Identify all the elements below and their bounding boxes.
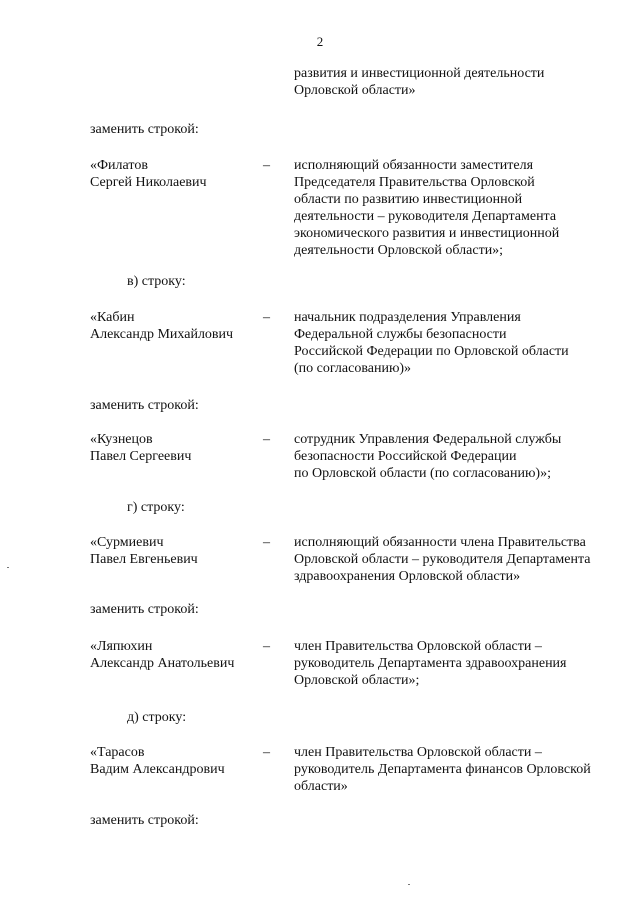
position-line: Орловской области – руководителя Департамента bbox=[294, 552, 591, 567]
member-name bbox=[90, 157, 260, 191]
sub-item-g-label: г) строку: bbox=[127, 500, 185, 515]
position-line: по Орловской области (по согласованию)»; bbox=[294, 466, 551, 481]
replace-with-label: заменить строкой: bbox=[90, 602, 199, 617]
dash: – bbox=[263, 310, 270, 325]
position-line: руководитель Департамента здравоохранения bbox=[294, 656, 567, 671]
member-position bbox=[294, 157, 601, 259]
member-name bbox=[90, 309, 260, 343]
position-line: сотрудник Управления Федеральной службы bbox=[294, 432, 562, 447]
sub-item-v-label: в) строку: bbox=[127, 274, 186, 289]
dash: – bbox=[263, 432, 270, 447]
surname: «Кузнецов bbox=[90, 432, 153, 447]
position-line: Председателя Правительства Орловской bbox=[294, 175, 535, 190]
scan-speck bbox=[7, 567, 9, 568]
position-line: деятельности Орловской области»; bbox=[294, 243, 504, 258]
replace-with-label: заменить строкой: bbox=[90, 122, 199, 137]
position-line: безопасности Российской Федерации bbox=[294, 449, 517, 464]
given-names: Александр Михайлович bbox=[90, 327, 234, 342]
surname: «Ляпюхин bbox=[90, 639, 153, 654]
position-line: области» bbox=[294, 779, 348, 794]
given-names: Павел Сергеевич bbox=[90, 449, 192, 464]
member-name bbox=[90, 744, 260, 778]
position-line: член Правительства Орловской области – bbox=[294, 745, 542, 760]
position-line: деятельности – руководителя Департамента bbox=[294, 209, 557, 224]
scan-speck bbox=[408, 884, 410, 885]
surname: «Тарасов bbox=[90, 745, 145, 760]
position-line: член Правительства Орловской области – bbox=[294, 639, 542, 654]
position-line: (по согласованию)» bbox=[294, 361, 412, 376]
replace-with-label: заменить строкой: bbox=[90, 398, 199, 413]
given-names: Александр Анатольевич bbox=[90, 656, 235, 671]
surname: «Филатов bbox=[90, 158, 148, 173]
member-name bbox=[90, 534, 260, 568]
position-line: Орловской области»; bbox=[294, 673, 420, 688]
member-position bbox=[294, 431, 601, 482]
replace-with-label: заменить строкой: bbox=[90, 813, 199, 828]
position-line: исполняющий обязанности члена Правительства bbox=[294, 535, 586, 550]
position-line: начальник подразделения Управления bbox=[294, 310, 521, 325]
surname: «Сурмиевич bbox=[90, 535, 164, 550]
position-line: экономического развития и инвестиционной bbox=[294, 226, 560, 241]
dash: – bbox=[263, 745, 270, 760]
position-line: руководитель Департамента финансов Орловской bbox=[294, 762, 591, 777]
member-name bbox=[90, 431, 260, 465]
dash: – bbox=[263, 535, 270, 550]
given-names: Вадим Александрович bbox=[90, 762, 225, 777]
member-position bbox=[294, 309, 601, 377]
dash: – bbox=[263, 158, 270, 173]
member-name bbox=[90, 638, 260, 672]
position-line: Федеральной службы безопасности bbox=[294, 327, 507, 342]
member-position bbox=[294, 534, 601, 585]
dash: – bbox=[263, 639, 270, 654]
member-position bbox=[294, 638, 601, 689]
sub-item-d-label: д) строку: bbox=[127, 710, 187, 725]
given-names: Павел Евгеньевич bbox=[90, 552, 198, 567]
continuation-line-2: Орловской области» bbox=[294, 83, 416, 98]
position-line: здравоохранения Орловской области» bbox=[294, 569, 521, 584]
position-line: Российской Федерации по Орловской области bbox=[294, 344, 569, 359]
position-line: области по развитию инвестиционной bbox=[294, 192, 523, 207]
given-names: Сергей Николаевич bbox=[90, 175, 207, 190]
position-line: исполняющий обязанности заместителя bbox=[294, 158, 534, 173]
page-number: 2 bbox=[316, 34, 324, 49]
surname: «Кабин bbox=[90, 310, 135, 325]
continuation-line-1: развития и инвестиционной деятельности bbox=[294, 66, 545, 81]
member-position bbox=[294, 744, 601, 795]
